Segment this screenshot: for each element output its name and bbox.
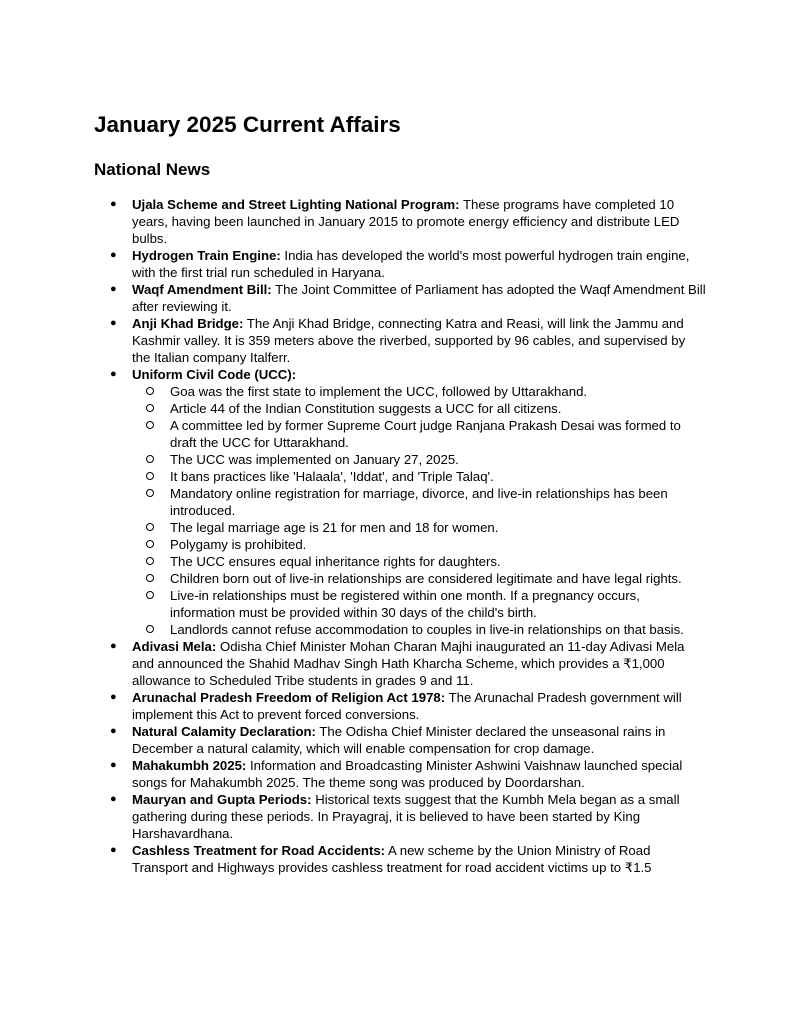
section-heading: National News — [94, 160, 211, 179]
sub-item-text: The legal marriage age is 21 for men and 18 for women. — [170, 520, 499, 535]
news-item-label: Natural Calamity Declaration: — [132, 724, 316, 739]
hollow-bullet-icon — [146, 523, 154, 531]
news-item — [94, 689, 706, 723]
hollow-bullet-icon — [146, 540, 154, 548]
news-item-text: Information and Broadcasting Minister Ashwini Vaishnaw launched special songs for Mahakumbh 2025. The theme song was produced by Doordarshan. — [132, 758, 683, 790]
sub-item — [132, 468, 706, 485]
sub-item — [132, 383, 706, 400]
news-item — [94, 638, 706, 689]
news-item-label: Cashless Treatment for Road Accidents: — [132, 843, 386, 858]
news-item — [94, 842, 706, 876]
news-item-text: India has developed the world's most powerful hydrogen train engine, with the first trial run scheduled in Haryana. — [132, 248, 690, 280]
sub-item-text: Landlords cannot refuse accommodation to couples in live-in relationships on that basis. — [170, 622, 684, 637]
document-page — [94, 112, 706, 876]
sub-item-text: A committee led by former Supreme Court judge Ranjana Prakash Desai was formed to draft the UCC for Uttarakhand. — [170, 418, 681, 450]
bullet-icon: ● — [110, 691, 117, 703]
news-item — [94, 791, 706, 842]
news-item-label: Hydrogen Train Engine: — [132, 248, 281, 263]
bullet-icon: ● — [110, 198, 117, 210]
news-item-text: The Joint Committee of Parliament has adopted the Waqf Amendment Bill after reviewing it. — [132, 282, 706, 314]
news-item-text: The Arunachal Pradesh government will implement this Act to prevent forced conversions. — [132, 690, 682, 722]
news-item — [94, 315, 706, 366]
news-item-label: Arunachal Pradesh Freedom of Religion Act 1978: — [132, 690, 446, 705]
sub-item-text: Article 44 of the Indian Constitution suggests a UCC for all citizens. — [170, 401, 562, 416]
hollow-bullet-icon — [146, 387, 154, 395]
news-item-text: A new scheme by the Union Ministry of Road Transport and Highways provides cashless treatment for road accident victims up to ₹1.5 — [132, 843, 652, 875]
sub-item — [132, 570, 706, 587]
bullet-icon: ● — [110, 249, 117, 261]
news-item-label: Uniform Civil Code (UCC): — [132, 367, 297, 382]
sub-list — [132, 383, 706, 638]
news-item — [94, 247, 706, 281]
sub-item-text: Polygamy is prohibited. — [170, 537, 307, 552]
hollow-bullet-icon — [146, 404, 154, 412]
news-item — [94, 281, 706, 315]
news-item-text: Odisha Chief Minister Mohan Charan Majhi inaugurated an 11-day Adivasi Mela and announced the Shahid Madhav Singh Hath Kharcha Scheme, which provides a ₹1,000 allowance to Scheduled Tribe students in grades 9 and 11. — [132, 639, 685, 688]
sub-item-text: Children born out of live-in relationships are considered legitimate and have legal rights. — [170, 571, 682, 586]
bullet-icon: ● — [110, 283, 117, 295]
news-item-text: The Anji Khad Bridge, connecting Katra and Reasi, will link the Jammu and Kashmir valley. It is 359 meters above the riverbed, supported by 96 cables, and supervised by the Italian company Italferr. — [132, 316, 686, 365]
news-item-label: Anji Khad Bridge: — [132, 316, 244, 331]
sub-item — [132, 485, 706, 519]
hollow-bullet-icon — [146, 455, 154, 463]
hollow-bullet-icon — [146, 489, 154, 497]
sub-item — [132, 519, 706, 536]
news-item-text: Historical texts suggest that the Kumbh Mela began as a small gathering during these periods. In Prayagraj, it is believed to have been started by King Harshavardhana. — [132, 792, 680, 841]
news-item-label: Mahakumbh 2025: — [132, 758, 247, 773]
sub-item — [132, 400, 706, 417]
news-item-label: Mauryan and Gupta Periods: — [132, 792, 312, 807]
hollow-bullet-icon — [146, 472, 154, 480]
sub-item — [132, 451, 706, 468]
news-item-text: The Odisha Chief Minister declared the unseasonal rains in December a natural calamity, which will enable compensation for crop damage. — [132, 724, 666, 756]
news-item-label: Waqf Amendment Bill: — [132, 282, 272, 297]
hollow-bullet-icon — [146, 421, 154, 429]
news-list — [94, 196, 706, 876]
hollow-bullet-icon — [146, 574, 154, 582]
bullet-icon: ● — [110, 368, 117, 380]
bullet-icon: ● — [110, 640, 117, 652]
sub-item — [132, 417, 706, 451]
sub-item-text: The UCC ensures equal inheritance rights for daughters. — [170, 554, 501, 569]
sub-item-text: Mandatory online registration for marriage, divorce, and live-in relationships has been introduced. — [170, 486, 668, 518]
sub-item — [132, 587, 706, 621]
sub-item-text: Goa was the first state to implement the UCC, followed by Uttarakhand. — [170, 384, 588, 399]
bullet-icon: ● — [110, 759, 117, 771]
sub-item-text: The UCC was implemented on January 27, 2025. — [170, 452, 459, 467]
sub-item — [132, 621, 706, 638]
bullet-icon: ● — [110, 317, 117, 329]
news-item — [94, 196, 706, 247]
news-item — [94, 757, 706, 791]
hollow-bullet-icon — [146, 625, 154, 633]
hollow-bullet-icon — [146, 557, 154, 565]
bullet-icon: ● — [110, 793, 117, 805]
news-item-text: These programs have completed 10 years, having been launched in January 2015 to promote energy efficiency and distribute LED bulbs. — [132, 197, 680, 246]
news-item-label: Adivasi Mela: — [132, 639, 217, 654]
sub-item — [132, 536, 706, 553]
document-title: January 2025 Current Affairs — [94, 112, 401, 137]
sub-item-text: Live-in relationships must be registered within one month. If a pregnancy occurs, information must be provided within 30 days of the child's birth. — [170, 588, 640, 620]
bullet-icon: ● — [110, 844, 117, 856]
bullet-icon: ● — [110, 725, 117, 737]
sub-item — [132, 553, 706, 570]
news-item — [94, 723, 706, 757]
hollow-bullet-icon — [146, 591, 154, 599]
sub-item-text: It bans practices like 'Halaala', 'Iddat', and 'Triple Talaq'. — [170, 469, 494, 484]
news-item-label: Ujala Scheme and Street Lighting National Program: — [132, 197, 460, 212]
news-item — [94, 366, 706, 638]
